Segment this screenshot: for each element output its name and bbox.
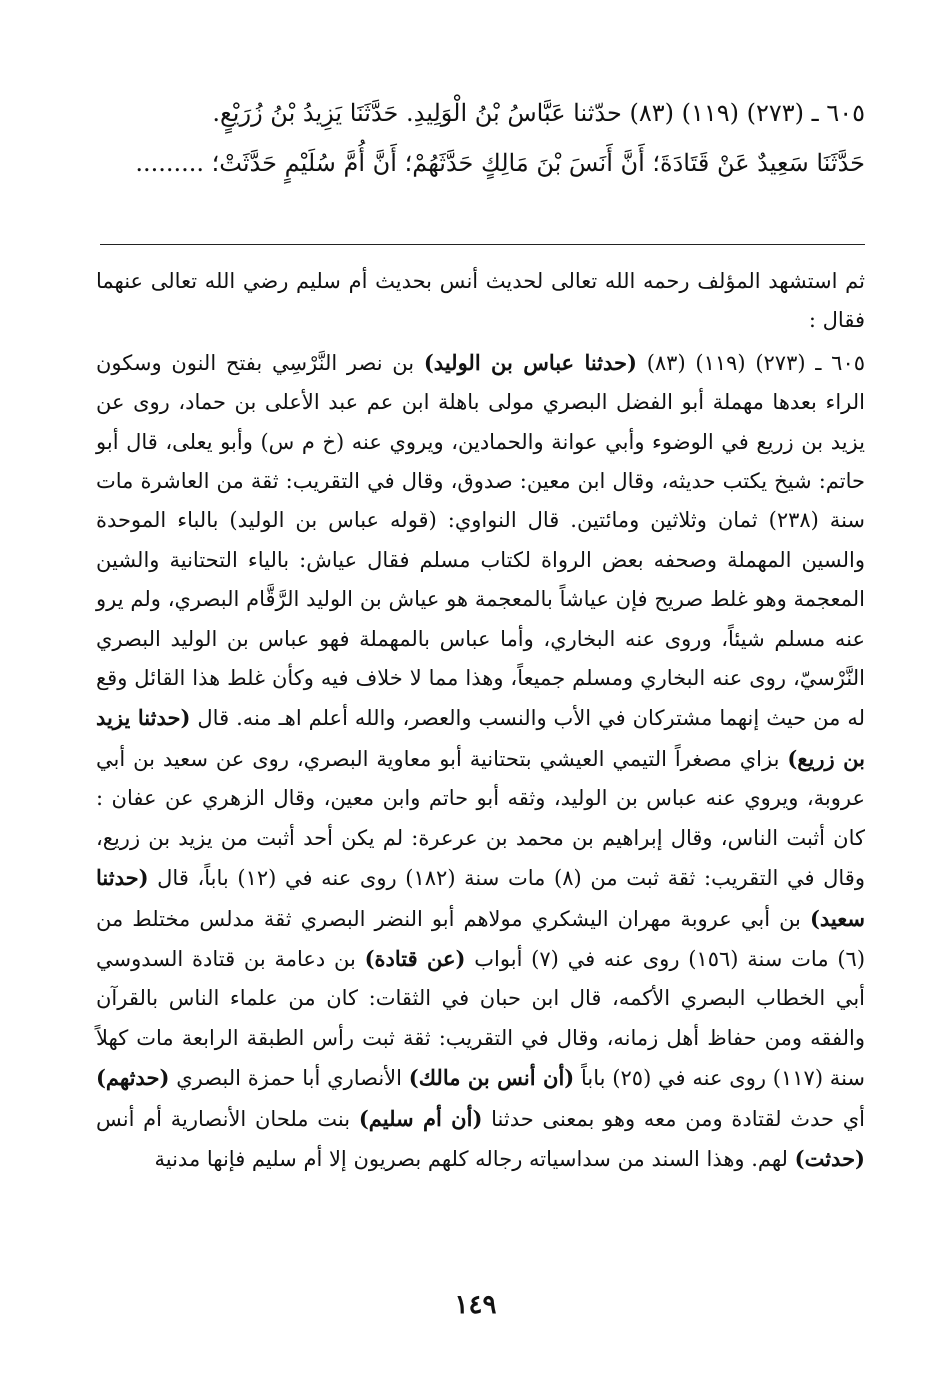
bold-heading: (أن أم سليم) bbox=[358, 1105, 483, 1131]
bold-heading: (حدثت) bbox=[794, 1145, 865, 1171]
commentary-paragraph bbox=[96, 343, 865, 1180]
bold-heading: (حدثنا عباس بن الوليد) bbox=[423, 349, 637, 375]
hadith-text bbox=[100, 88, 865, 188]
bold-heading: (حدثنا سعيد) bbox=[96, 865, 865, 931]
commentary-text-segment: الأنصاري أبا حمزة البصري bbox=[176, 1066, 402, 1091]
commentary-text-segment: ٦٠٥ ـ (٢٧٣) (١١٩) (٨٣) bbox=[646, 350, 866, 375]
commentary-text-segment: بن أبي عروبة مهران اليشكري مولاهم أبو النضر البصري ثقة مدلس مختلط من (٦) مات سنة (١٥٦) روى عنه في (٧) أبواب bbox=[96, 906, 866, 971]
page-number: ١٤٩ bbox=[454, 1290, 497, 1320]
commentary-text-segment: بزاي مصغراً التيمي العيشي بتحتانية أبو معاوية البصري، روى عن سعيد بن أبي عروبة، ويروي عنه عباس بن الوليد، وثقه أبو حاتم وابن معين، وقال الزهري عن عفان : كان أثبت الناس، وقال إبراهيم بن محمد بن عرعرة: لم يكن أحد أثبت من يزيد بن زريع، وقال في التقريب: ثقة ثبت من (٨) مات سنة (١٨٢) روى عنه في (١٢) باباً، قال bbox=[96, 746, 865, 891]
commentary-text-segment: بنت ملحان الأنصارية أم أنس bbox=[96, 1106, 351, 1131]
hadith-line: حَدَّثَنَا سَعِيدٌ عَنْ قَتَادَةَ؛ أَنَّ أَنَسَ بْنَ مَالِكٍ حَدَّثَهُمْ؛ أَنَّ أُمَّ سُلَيْمٍ حَدَّثَتْ؛ ......... bbox=[135, 149, 865, 177]
commentary-text bbox=[96, 262, 865, 1179]
bold-heading: (عن قتادة) bbox=[364, 945, 466, 971]
bold-heading: (حدثهم) bbox=[96, 1065, 170, 1091]
separator-rule bbox=[100, 244, 865, 245]
commentary-text-segment: لهم. وهذا السند من سداسياته رجاله كلهم بصريون إلا أم سليم فإنها مدنية bbox=[154, 1146, 788, 1171]
commentary-intro: ثم استشهد المؤلف رحمه الله تعالى لحديث أنس بحديث أم سليم رضي الله تعالى عنهما فقال : bbox=[96, 269, 865, 333]
commentary-text-segment: أي حدث لقتادة ومن معه وهو بمعنى حدثنا bbox=[491, 1106, 865, 1131]
commentary-text-segment: بن نصر النَّرْسِي بفتح النون وسكون الراء بعدها مهملة أبو الفضل البصري مولى باهلة ابن عم عبد الأعلى بن حماد، روى عن يزيد بن زريع في الوضوء وأبي عوانة والحمادين، ويروي عنه (خ م س) وأبو يعلى، قال أبو حاتم: شيخ يكتب حديثه، وقال ابن معين: صدوق، وقال في التقريب: ثقة من العاشرة مات سنة (٢٣٨) ثمان وثلاثين ومائتين. قال النواوي: (قوله عباس بن الوليد) بالباء الموحدة والسين المهملة وصحفه بعض الرواة لكتاب مسلم فقال عياش: بالياء التحتانية والشين المعجمة وهو غلط صريح فإن عياشاً بالمعجمة هو عياش بن الوليد الرَّقَّام البصري، ولم يرو عنه مسلم شيئاً، وروى عنه البخاري، وأما عباس بالمهملة فهو عباس بن الوليد البصري النَّرْسيّ، روى عنه البخاري ومسلم جميعاً، وهذا مما لا خلاف فيه وكأن غلط هذا القائل وقع له من حيث إنهما مشتركان في الأب والنسب والعصر، والله أعلم اهـ منه. قال bbox=[96, 350, 866, 731]
commentary-text-segment: بن دعامة بن قتادة السدوسي أبي الخطاب البصري الأكمه، قال ابن حبان في الثقات: كان من علماء الناس بالقرآن والفقه ومن حفاظ أهل زمانه، وقال في التقريب: ثقة ثبت رأس الطبقة الرابعة مات كهلاً سنة (١١٧) روى عنه في (٢٥) باباً bbox=[96, 946, 865, 1091]
bold-heading: (أن أنس بن مالك) bbox=[408, 1065, 575, 1091]
bold-heading: (حدثنا يزيد بن زريع) bbox=[96, 705, 865, 771]
hadith-line: ٦٠٥ ـ (٢٧٣) (١١٩) (٨٣) حدّثنا عَبَّاسُ بْنُ الْوَلِيدِ. حَدَّثَنَا يَزِيدُ بْنُ زُرَيْعٍ. bbox=[212, 99, 865, 127]
